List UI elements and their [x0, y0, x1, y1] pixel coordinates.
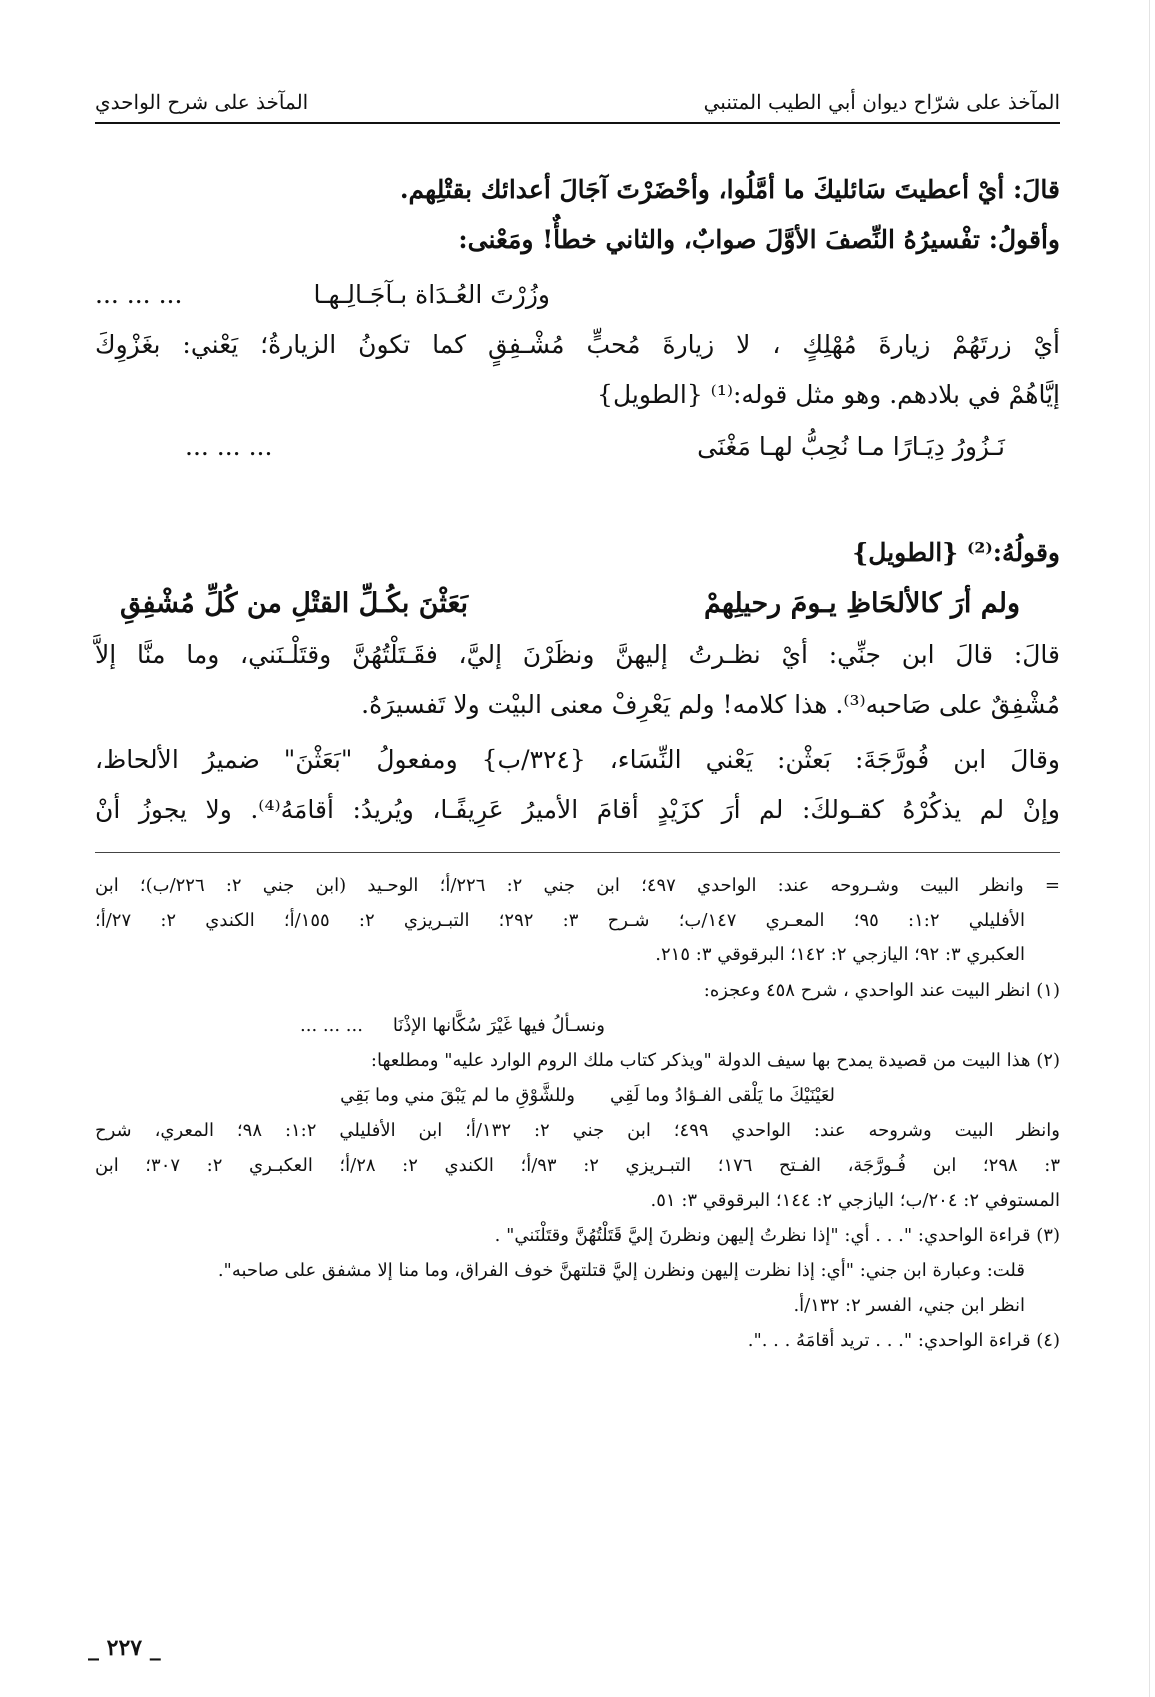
verse-hemistich: وزُرْتَ العُـدَاة بـآجَـالِـهـا	[313, 280, 550, 309]
verse-hemistich: ولم أرَ كالألحَاظِ يـومَ رحيلِهمْ	[703, 588, 1020, 619]
footnote-line: (٢) هذا البيت من قصيدة يمدح بها سيف الدولة "ويذكر كتاب ملك الروم الوارد عليه" ومطلعها:	[370, 1050, 1060, 1071]
main-text	[95, 0, 1060, 900]
footnote-verse: وللشَّوْقِ ما لم يَبْقَ مني وما بَقِي	[340, 1085, 575, 1106]
verse-ellipsis: ... ... ...	[95, 280, 183, 309]
footnote-line: وانظر البيت وشروحه عند: الواحدي ٤٩٩؛ ابن جني ٢: ١٣٢/أ؛ ابن الأفليلي ١:٢: ٩٨؛ المعري، شرح	[95, 1120, 1061, 1141]
footnote-line: (١) انظر البيت عند الواحدي ، شرح ٤٥٨ وعجزه:	[703, 980, 1060, 1001]
footnote-line: (٣) قراءة الواحدي: ". . . أي: "إذا نظرتُ إليهن ونظرنَ إليَّ قَتَلْتُهُنَّ وقتَلْنَني" .	[494, 1225, 1060, 1246]
paragraph-line: قالَ: أيْ أعطيتَ سَائليكَ ما أمَّلُوا، وأحْضَرْتَ آجَالَ أعدائك بقتْلِهم.	[399, 175, 1060, 204]
paragraph-line: إيَّاهُمْ في بلادهم. وهو مثل قوله:⁽¹⁾ {الطويل}	[597, 380, 1060, 409]
verse-hemistich: بَعَثْنَ بكُـلِّ القتْلِ من كُلِّ مُشْفِقِ	[120, 588, 469, 619]
paragraph-line: وقالَ ابن فُورَّجَةَ: بَعثْن: يَعْني النِّسَاء، {٣٢٤/ب} ومفعولُ "بَعَثْنَ" ضميرُ الألحاظ،	[95, 745, 1061, 774]
footnote-line: الأفليلي ١:٢: ٩٥؛ المعـري ١٤٧/ب؛ شـرح ٣: ٢٩٢؛ التبـريزي ٢: ١٥٥/أ؛ الكندي ٢: ٢٧/أ؛	[95, 910, 1025, 931]
footnote-verse-ellipsis: ... ... ...	[300, 1015, 363, 1036]
paragraph-line: وقولُهُ:⁽²⁾ {الطويل}	[852, 538, 1060, 567]
paragraph-line: مُشْفِقٌ على صَاحبه⁽³⁾. هذا كلامه! ولم يَعْرِفْ معنى البيْت ولا تَفسيرَهُ.	[361, 690, 1060, 719]
footnote-line: العكبري ٣: ٩٢؛ اليازجي ٢: ١٤٢؛ البرقوقي ٣: ٢١٥.	[655, 944, 1025, 965]
footnote-line: (٤) قراءة الواحدي: ". . . تريد أقامَهُ . . .".	[747, 1330, 1060, 1351]
footnote-line: ٣: ٢٩٨؛ ابن فُـورَّجَة، الفـتح ١٧٦؛ التبـريزي ٢: ٩٣/أ؛ الكندي ٢: ٢٨/أ؛ العكبـري ٢: ٣٠٧؛ ابن	[95, 1155, 1061, 1176]
header-book-title: المآخذ على شرّاح ديوان أبي الطيب المتنبي	[703, 90, 1060, 114]
footnote-separator	[95, 852, 1060, 853]
footnote-verse: ونسـألُ فيها غَيْرَ سُكَّانها الإذْنَا	[392, 1015, 605, 1036]
paragraph-line: وأقولُ: تفْسيرُهُ النِّصفَ الأوَّلَ صوابٌ، والثاني خطأٌ! ومَعْنى:	[458, 225, 1060, 254]
page-number: _ ٢٢٧ _	[88, 1635, 161, 1661]
footnote-line: المستوفي ٢: ٢٠٤/ب؛ اليازجي ٢: ١٤٤؛ البرقوقي ٣: ٥١.	[650, 1190, 1060, 1211]
paragraph-line: قالَ: قالَ ابن جنِّي: أيْ نظـرتُ إليهنَّ ونظَرْنَ إليَّ، فقَـتَلْتُهُنَّ وقتَلْـنَني، وما منَّا إلاَّ	[95, 640, 1060, 669]
verse-hemistich: نَـزُورُ دِيَـارًا مـا نُحِبُّ لهـا مَغْنَى	[697, 432, 1005, 461]
footnote-line: قلت: وعبارة ابن جني: "أي: إذا نظرت إليهن ونظرن إليَّ قتلتهنَّ خوف الفراق، وما منا إلا مشفق على صاحبه".	[217, 1260, 1025, 1281]
paragraph-line: وإنْ لم يذكُرْهُ كقـولكَ: لم أرَ كزَيْدٍ أقامَ الأميرُ عَرِيفًـا، ويُريدُ: أقامَهُ⁽⁴⁾. ولا يجوزُ أنْ	[95, 795, 1060, 824]
footnote-line: انظر ابن جني، الفسر ٢: ١٣٢/أ.	[793, 1295, 1025, 1316]
header-chapter-title: المآخذ على شرح الواحدي	[95, 90, 309, 114]
footnote-line: = وانظر البيت وشـروحه عند: الواحدي ٤٩٧؛ ابن جني ٢: ٢٢٦/أ؛ الوحـيد (ابن جني ٢: ٢٢٦/ب)؛ ابن	[95, 875, 1060, 896]
footnote-verse: لعَيْنَيْكَ ما يَلْقى الفـؤادُ وما لَقِي	[609, 1085, 835, 1106]
page-edge	[1149, 0, 1150, 1697]
verse-ellipsis: ... ... ...	[185, 432, 273, 461]
paragraph-line: أيْ زرتَهُمْ زيارةَ مُهْلِكٍ ، لا زيارةَ مُحبٍّ مُشْـفِقٍ كما تكونُ الزيارةُ؛ يَعْني: بغَزْوِكَ	[95, 330, 1060, 359]
